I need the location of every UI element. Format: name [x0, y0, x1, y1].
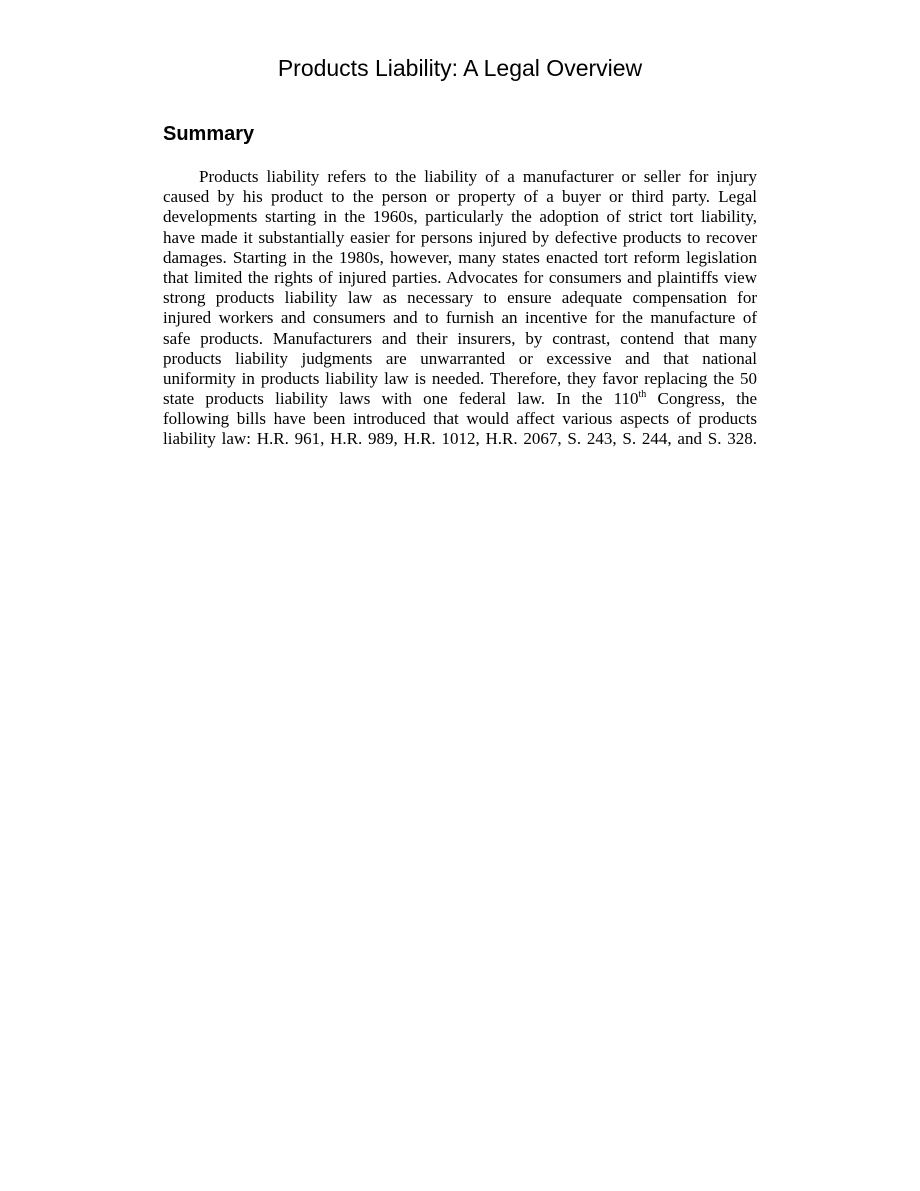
summary-line: caused by his product to the person or property of a buyer or third party. Legal: [163, 187, 757, 207]
summary-line-last: liability law: H.R. 961, H.R. 989, H.R. 1012, H.R. 2067, S. 243, S. 244, and S. 328.: [163, 429, 757, 449]
summary-line: have made it substantially easier for persons injured by defective products to recover: [163, 227, 757, 247]
summary-line: safe products. Manufacturers and their insurers, by contrast, contend that many: [163, 328, 757, 348]
ordinal-superscript: th: [638, 389, 647, 401]
summary-line: injured workers and consumers and to furnish an incentive for the manufacture of: [163, 308, 757, 328]
summary-line: uniformity in products liability law is needed. Therefore, they favor replacing the 50: [163, 368, 757, 388]
summary-line: strong products liability law as necessary to ensure adequate compensation for: [163, 288, 757, 308]
document-title: Products Liability: A Legal Overview: [277, 55, 643, 81]
section-heading-summary: Summary: [163, 123, 255, 145]
summary-line: following bills have been introduced that would affect various aspects of products: [163, 409, 757, 429]
congress-text-before: state products liability laws with one federal law. In the 110: [163, 389, 639, 409]
summary-line-congress: [163, 389, 757, 409]
congress-text-after: Congress, the: [646, 389, 758, 409]
summary-paragraph: [163, 167, 757, 450]
summary-line: that limited the rights of injured parties. Advocates for consumers and plaintiffs view: [163, 267, 757, 287]
summary-line: products liability judgments are unwarranted or excessive and that national: [163, 348, 757, 368]
summary-line: damages. Starting in the 1980s, however, many states enacted tort reform legislation: [163, 247, 757, 267]
summary-line: Products liability refers to the liability of a manufacturer or seller for injury: [199, 167, 757, 186]
summary-line: developments starting in the 1960s, particularly the adoption of strict tort liability,: [163, 207, 757, 227]
